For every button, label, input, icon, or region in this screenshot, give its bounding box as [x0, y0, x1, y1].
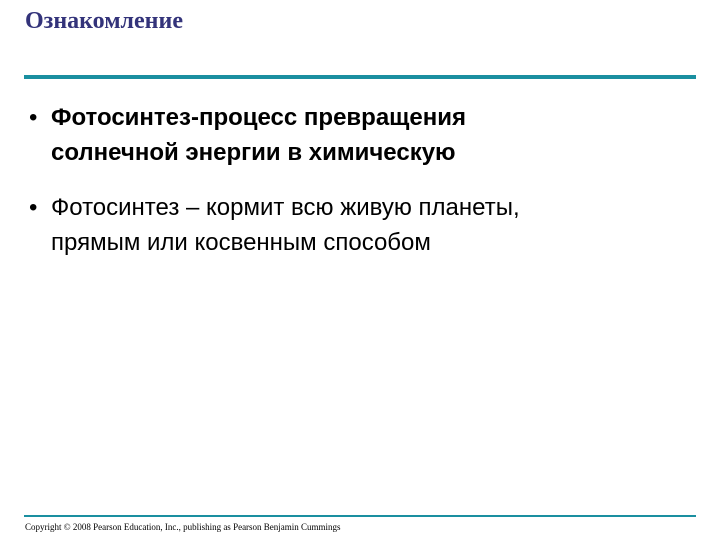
bullet-line: Фотосинтез – кормит всю живую планеты, — [51, 194, 520, 221]
bullet-list — [25, 100, 695, 260]
footer-divider — [24, 515, 696, 517]
bullet-item — [25, 100, 695, 170]
slide-title: Ознакомление — [25, 8, 183, 34]
title-divider — [24, 75, 696, 79]
bullet-line: Фотосинтез-процесс превращения — [51, 104, 467, 131]
copyright-notice: Copyright © 2008 Pearson Education, Inc., publishing as Pearson Benjamin Cummings — [25, 522, 341, 532]
bullet-icon: • — [29, 104, 38, 131]
bullet-icon: • — [29, 194, 38, 221]
bullet-line: солнечной энергии в химическую — [51, 139, 456, 166]
bullet-line: прямым или косвенным способом — [51, 229, 431, 256]
bullet-item — [25, 190, 695, 260]
